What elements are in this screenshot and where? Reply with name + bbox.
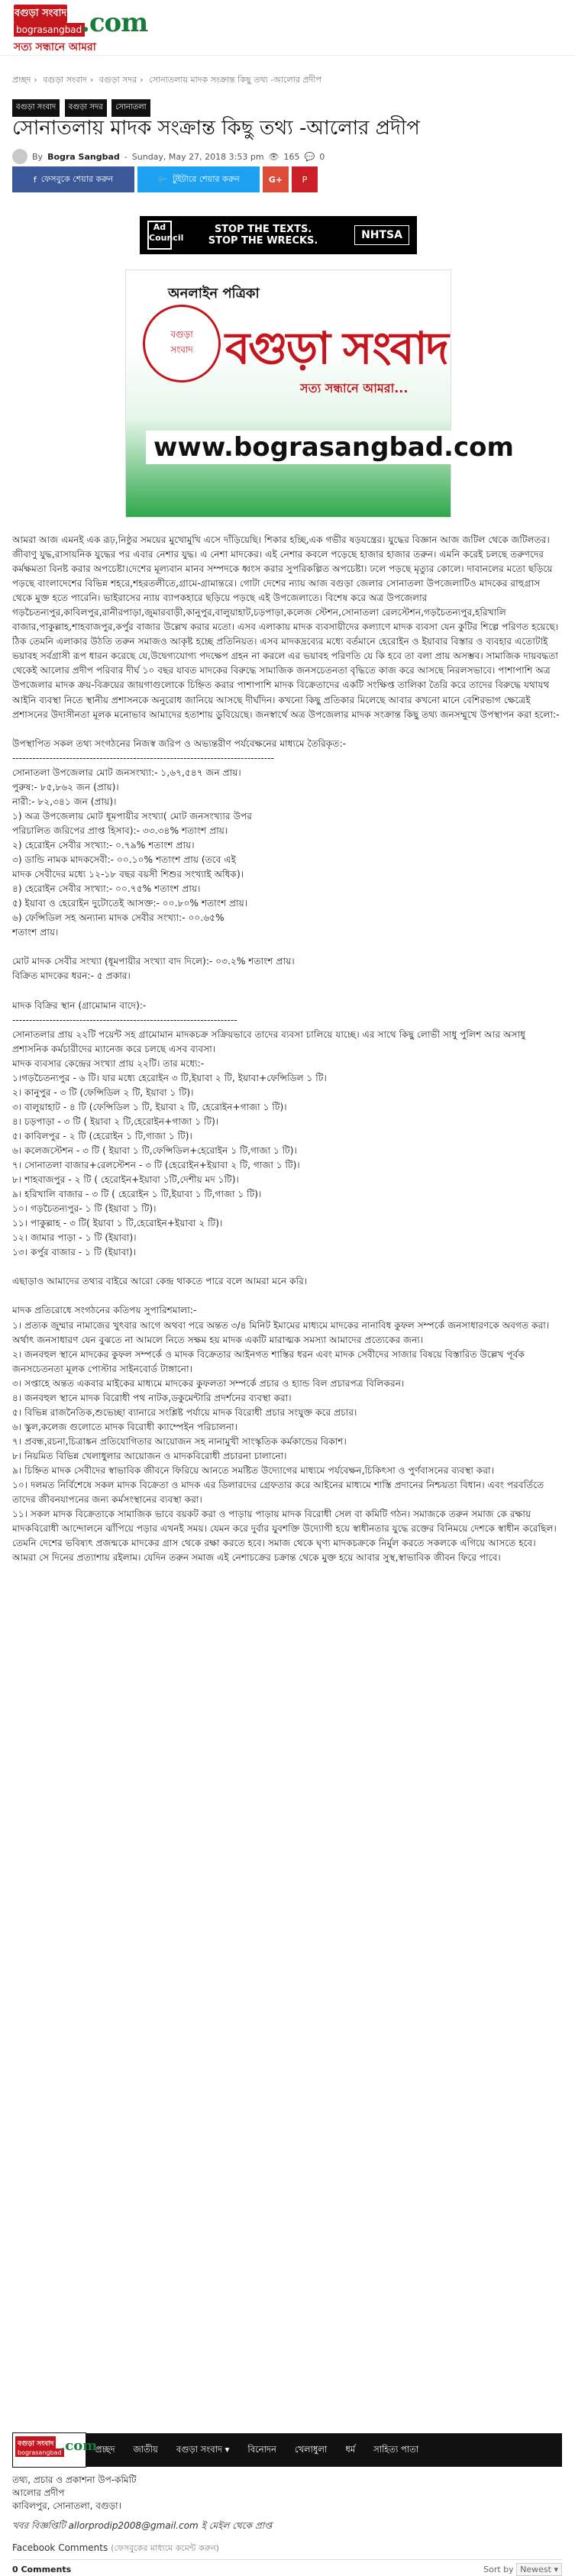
article-paragraph: পুরুষ:- ৮৫,৮৬২ জন (প্রায়)। bbox=[12, 781, 119, 792]
article-paragraph: আমরা আজ এমনই এক রূঢ়,নিষ্ঠুর সময়ের মুখোমুখি এসে দাঁড়িয়েছি। শিকার হচ্ছি,এক গভীর ষড়যন্ত্রের। যুদ্ধের বিজ্ঞান আজ জটিল থেকে জটিলতর। জীবাণু যুদ্ধ,রাসায়নিক যুদ্ধের পর এবার নেশার যুদ্ধ। এ নেশা মাদকের। এই নেশার কবলে পড়েছে হাজার হাজার তরুন। এমনি করেই চলছে তরুণদের কর্মক্ষমতা বিনষ্ট করার অপচেষ্টা।দেশের মূল্যবান মানব সম্পদকে ধ্বংস করার সুপরিকল্পিত অপচেষ্টা। ঢলে পড়ছে মৃত্যুর কোলে। দাবানলের মতো ছড়িয়ে পড়ছে বাংলাদেশের বিভিন্ন শহরে,শহরতলীতে,গ্রামে-গ্রামান্তরে। গোটা দেশের ন্যায় আজ বগুড়া জেলার সোনাতলা উপজেলাটিও মাদকের রাহুগ্রাস থেকে মুক্ত হতে পারেনি। ভাইরাসের ন্যায় ব্যাপকহারে ছড়িয়ে পড়ছে এই উপজেলাতে। বিশেষ করে অত্র উপজেলার bbox=[12, 534, 556, 604]
breadcrumb-separator: › bbox=[140, 75, 144, 85]
article-paragraph: ৫। কাবিলপুর - ২ টি (হেরোইন ১ টি,গাজা ১ টি)। bbox=[12, 1130, 192, 1141]
article-paragraph: ------------------------------------------------------------------------------ bbox=[12, 752, 275, 763]
logo-domain-text: bograsangbad bbox=[14, 23, 85, 37]
twitter-icon: 🐦 bbox=[157, 174, 168, 185]
article-paragraph: ------------------------------------------------------------------- bbox=[12, 1014, 237, 1025]
article-paragraph: মাদক প্রতিরোধে সংগঠনের কতিপয় সুপারিশমালা:- bbox=[12, 1305, 197, 1316]
article-paragraph: ৩) ডান্ডি নামক মাদকসেবী:- ০০.১০% শতাংশ প্রায় (তবে এই bbox=[12, 854, 236, 866]
article-paragraph: গড়চৈতন্যপুর,কাবিলপুর,রানীরপাড়া,জুমারবাড়ী,কানুপুর,বালুয়াহাট,চড়পাড়া,কলেজ স্টেশন,সোনাতলা রেলস্টেশন,গড়চৈতন্যপুর,হরিখালি বাজার,পাকুল্লাহ,শাহবাজপুর,কর্পুর বাজার উল্লেখ করার মতো। এসব এলাকায় মাদক ব্যবসায়ীদের কল্যাণে মাদক ব্যবসা যেন কুটির শিল্পে পরিণত হয়েছে। ঠিক তেমনি এলাকার উঠতি তরুন সমাজও আকৃষ্ট হচ্ছে প্রতিনিয়ত। এসব মাদকদ্রব্যের মধ্যে বর্তমানে হেরোইন ও ইয়াবার বিস্তার ও ব্যবহার এতোটাই ভয়াবহ সর্বগ্রাসী রূপ ধারন করেছে যে,উদ্বেগ্যযোগ্য পদক্ষেপ গ্রহন না করলে এর ভয়াবহ পরিণতি যে কি হবে তা বলা প্রায় অসম্ভব। সামাজিক দায়বদ্ধতা থেকেই আলোর প্রদীপ পরিবার দীর্ঘ ১০ বছর যাবত মাদকের বিরুদ্ধে সামাজিক জনসচেতনতা বৃদ্ধিতে কাজ করে আসছে নিরলসভাবে। পাশাপাশি অত্র উপজেলার মাদক ক্রয়-বিক্রয়ের জায়গাগুলোকে চিহ্নিত করার পাশাপাশি মাদক বিক্রেতাদের একটি সংক্ষিপ্ত তালিকা তৈরি করে তাদের বিরুদ্ধে যথাযথ আইনি ব্যবস্থা নিতে স্থানীয় প্রশাসনকে অনুরোধ জানিয়ে আসছে দীর্ঘদিন। কখনো কিছু প্রতিকার মিলেছে আবার কখনো মানে বেশিরভাগ ক্ষেত্রেই প্রশাসনের উদাসীনতা মূলক মনোভাব আমাদের হতাশায় ডুবিয়েছে। জনস্বার্থে অত্র উপজেলার মাদক সংক্রান্ত কিছু তথ্য জনসম্মুখে উপস্থাপন করা হলো:- bbox=[12, 607, 562, 720]
nav-item-sports[interactable]: খেলাধুলা bbox=[294, 2443, 328, 2455]
article-credit bbox=[12, 2474, 137, 2513]
facebook-comments-title: Facebook Comments bbox=[12, 2542, 108, 2553]
article-paragraph: ৪) হেরোইন সেবীর সংখ্যা:- ০০.৭৫% শতাংশ প্রায়। bbox=[12, 883, 201, 895]
nav-item-home[interactable]: প্রচ্ছদ bbox=[95, 2443, 115, 2455]
ad-line-1: STOP THE TEXTS. bbox=[214, 224, 312, 235]
article-paragraph bbox=[12, 983, 562, 998]
article-paragraph: বিক্রিত মাদকের ধরন:- ৫ প্রকার। bbox=[12, 970, 131, 982]
article-paragraph: সোনাতলার প্রায় ২২টি পয়েন্ট সহ গ্রামোমান মাদকচক্র সক্রিয়ভাবে তাদের ব্যবসা চালিয়ে যাচ্ছে। এর সাথে কিছু লোভী সাধু পুলিশ আর অসাধু প্রশাসনিক কর্মচারীদের ম্যানেজ করে চলছে এসব ব্যবসা। bbox=[12, 1028, 528, 1054]
site-header bbox=[0, 0, 575, 55]
article-paragraph: ৫) ইয়াবা ও হেরোইন দুটোতেই আসক্ত:- ০০.৮০% শতাংশ প্রায়। bbox=[12, 898, 248, 909]
article-paragraph bbox=[12, 940, 562, 954]
tag-bogra-sangbad[interactable]: বগুড়া সংবাদ bbox=[12, 99, 60, 117]
banner-big-name: বগুড়া সংবাদ bbox=[225, 322, 447, 374]
article-paragraph: পরিচালিত জরিপের প্রাপ্ত হিসাব):- ৩৩.৩৪% শতাংশ প্রায়। bbox=[12, 825, 228, 836]
article-paragraph: ১২। জামার পাড়া - ১ টি (ইয়াবা)। bbox=[12, 1232, 137, 1244]
source-email-line bbox=[12, 2520, 272, 2535]
credit-line: তথ্য, প্রচার ও প্রকাশনা উপ-কমিটি bbox=[12, 2474, 137, 2485]
separator: - bbox=[124, 151, 128, 162]
source-email[interactable]: allorprodip2008@gmail.com bbox=[68, 2520, 199, 2531]
article-paragraph: ৮। নিয়মিত বিভিন্ন খেলাধুলার আয়োজন ও মাদকবিরোধী প্রচারনা চালানো। bbox=[12, 1450, 287, 1461]
credit-line: আলোর প্রদীপ bbox=[12, 2487, 65, 2498]
tag-bogra-sadar[interactable]: বগুড়া সদর bbox=[65, 99, 107, 117]
bottom-logo-domain: bograsangbad bbox=[15, 2448, 64, 2457]
article-paragraph: ১০। দলমত নির্বিশেষে সকল মাদক বিক্রেতা ও মাদক এর ডিলারদের গ্রেফতার করে আইনের মাধ্যমে শাস্তি প্রদানের নিশ্চয়তা বিধান। এবং পরবর্তিতে তাদের জীবনযাপনের জন্য কর্মসংস্থানের ব্যবস্থা করা। bbox=[12, 1480, 548, 1506]
article-paragraph: নারী:- ৮২,৩৪১ জন (প্রায়)। bbox=[12, 796, 117, 807]
breadcrumb-home[interactable]: প্রচ্ছদ bbox=[12, 75, 31, 85]
breadcrumb-current: সোনাতলায় মাদক সংক্রান্ত কিছু তথ্য -আলোর প্রদীপ bbox=[149, 75, 322, 85]
article-paragraph: মাদক বিক্রির স্থান (গ্রামোমান বাদে):- bbox=[12, 999, 147, 1011]
pinterest-share-button[interactable]: P bbox=[292, 166, 318, 192]
header-divider bbox=[0, 55, 575, 56]
article-paragraph: ২। কানুপুর - ৩ টি (ফেন্সিডিল ২ টি, ইয়াবা ১ টি)। bbox=[12, 1086, 194, 1098]
tag-sonatala[interactable]: সোনাতলা bbox=[111, 99, 150, 117]
logo-box-text: বগুড়া সংবাদ bbox=[14, 5, 67, 23]
nav-item-national[interactable]: জাতীয় bbox=[133, 2443, 158, 2455]
article-paragraph: ১) অত্র উপজেলায় মোট ধূমপায়ীর সংখ্যা( মোট জনসংখ্যার উপর bbox=[12, 810, 252, 822]
article-paragraph: ৩। বালুয়াহাট - ৪ টি (ফেন্সিডিল ১ টি, ইয়াবা ২ টি, হেরোইন+গাজা ১ টি)। bbox=[12, 1101, 287, 1112]
view-count: 165 bbox=[283, 151, 300, 162]
banner-slogan: সত্য সন্ধানে আমরা... bbox=[300, 381, 409, 395]
article-paragraph: ১৩। কর্পুর বাজার - ১ টি (ইয়াবা)। bbox=[12, 1247, 137, 1258]
comments-toolbar bbox=[12, 2559, 562, 2574]
sort-select[interactable]: Newest ▾ bbox=[516, 2563, 562, 2576]
article-paragraph: ১১। পাকুল্লাহ - ৩ টি( ইয়াবা ১ টি,হেরোইন+ইয়াবা ২ টি)। bbox=[12, 1218, 223, 1229]
article-paragraph: মাদক ব্যবসার কেন্দ্রের সংখ্যা প্রায় ২২টি। তার মধ্যে:- bbox=[12, 1057, 205, 1069]
article-paragraph: ৬। স্কুল,কলেজ গুলোতে মাদক বিরোধী ক্যাম্পেইন পরিচালনা। bbox=[12, 1421, 238, 1432]
by-label: By bbox=[32, 151, 44, 162]
author-avatar bbox=[12, 149, 27, 164]
article-paragraph bbox=[12, 1260, 562, 1274]
facebook-comments-hint: (ফেসবুকের মাধ্যমে কমেন্ট করুন) bbox=[111, 2543, 219, 2553]
bottom-logo-box: বগুড়া সংবাদ bbox=[15, 2436, 56, 2451]
logo-slogan: সত্য সন্ধানে আমরা bbox=[14, 41, 96, 53]
publish-date: Sunday, May 27, 2018 3:53 pm bbox=[131, 151, 264, 162]
article-paragraph: ৯। চিহ্নিত মাদক সেবীদের স্বাভাবিক জীবনে ফিরিয়ে আনতে সমষ্টিত উদ্যোগের মাধ্যমে পর্যবেক্ষন,চিকিৎসা ও পুর্ণবাসনের ব্যবস্থা করা। bbox=[12, 1465, 494, 1476]
article-body bbox=[12, 533, 562, 1565]
article-paragraph: ৭। সোনাতলা বাজার+রেলস্টেশন - ৩ টি (হেরোইন+ইয়াবা ২ টি, গাজা ১ টি)। bbox=[12, 1160, 300, 1171]
article-paragraph: ২) হেরোইন সেবীর সংখ্যা:- ০.৭৯% শতাংশ প্রায়। bbox=[12, 839, 195, 851]
article-title: সোনাতলায় মাদক সংক্রান্ত কিছু তথ্য -আলোর প্রদীপ bbox=[12, 117, 420, 140]
share-bar bbox=[12, 166, 318, 192]
article-paragraph: ৮। শাহবাজপুর - ২ টি ( হেরোইন+ইয়াবা ১টি,দেশীয় মদ ১টি)। bbox=[12, 1174, 239, 1186]
comment-icon: 💬 bbox=[304, 151, 315, 162]
bottom-navigation bbox=[12, 2433, 562, 2467]
article-paragraph bbox=[12, 1289, 562, 1303]
ad-line-2: STOP THE WRECKS. bbox=[208, 235, 318, 247]
breadcrumb bbox=[12, 73, 321, 88]
logo-tld: .com bbox=[81, 8, 148, 38]
article-paragraph: উপস্থাপিত সকল তথ্য সংগঠনের নিজস্ব জরিপ ও অভ্যন্তরীণ পর্যবেক্ষনের মাধ্যমে তৈরিকৃত:- bbox=[12, 738, 346, 749]
article-paragraph: ৭। প্রবন্ধ,রচনা,চিত্রাঙ্কন প্রতিযোগিতার আয়োজন সহ নানামুখী সাংস্কৃতিক কর্মকান্ডের বিকাশ। bbox=[12, 1435, 347, 1447]
site-logo[interactable] bbox=[14, 5, 148, 40]
eye-icon: 👁 bbox=[268, 151, 279, 162]
twitter-share-label: টুইটারে শেয়ার করুন bbox=[172, 173, 240, 184]
banner-url: www.bograsangbad.com bbox=[146, 431, 522, 464]
promo-banner-image bbox=[125, 270, 514, 518]
facebook-share-button[interactable] bbox=[12, 166, 134, 192]
ad-council-logo: Ad Council bbox=[147, 221, 172, 250]
author-name[interactable]: Bogra Sangbad bbox=[47, 151, 120, 162]
sort-label: Sort by bbox=[483, 2565, 514, 2574]
facebook-comments-header bbox=[12, 2542, 219, 2556]
breadcrumb-separator: › bbox=[89, 75, 94, 85]
article-paragraph: ১।গড়চৈতন্যপুর - ৬ টি। যার মধ্যে হেরোইন ৩ টি,ইয়াবা ২ টি, ইয়াবা+ফেন্সিডিল ১ টি। bbox=[12, 1072, 327, 1083]
facebook-icon: f bbox=[33, 174, 37, 185]
breadcrumb-separator: › bbox=[34, 75, 37, 85]
article-paragraph: সোনাতলা উপজেলার মোট জনসংখ্যা:- ১,৬৭,৫৪৭ জন প্রায়। bbox=[12, 767, 241, 778]
sort-control bbox=[483, 2565, 562, 2574]
article-paragraph: ৩। সপ্তাহে অন্তত একবার মাইকের মাধ্যমে মাদকের কুফলতা সম্পর্কে প্রচার ও হ্যান্ড বিল প্রচারপত্র বিলিকরন। bbox=[12, 1377, 405, 1389]
nav-item-literature[interactable]: সাহিত্য পাতা bbox=[373, 2443, 419, 2455]
google-plus-share-button[interactable]: G+ bbox=[263, 166, 289, 192]
nav-item-religion[interactable]: ধর্ম bbox=[345, 2443, 356, 2455]
article-paragraph: ২। জনবহুল স্থানে মাদকের কুফল সম্পর্কে ও মাদক বিক্রেতার আইনগত শাস্তির ধরন এবং মাদক সেবীদের সাজার বিষয়ে বিস্তারিত উল্লেখ পূর্বক জনসচেতনতা মূলক পোস্টার সাইনবোর্ড টাঙ্গানো। bbox=[12, 1348, 528, 1374]
email-suffix: ই মেইল থেকে প্রাপ্ত bbox=[201, 2520, 273, 2531]
bottom-logo-tld: .com bbox=[60, 2438, 98, 2454]
credit-line: কাবিলপুর, সোনাতলা, বগুড়া। bbox=[12, 2500, 121, 2511]
article-paragraph: ৯। হরিখালি বাজার - ৩ টি ( হেরোইন ১ টি,ইয়াবা ১ টি,গাজা ১ টি)। bbox=[12, 1189, 262, 1200]
email-prefix: খবর বিজ্ঞপ্তিটি bbox=[12, 2520, 66, 2531]
nav-item-entertainment[interactable]: বিনোদন bbox=[247, 2443, 276, 2455]
article-paragraph: ৫। বিভিন্ন রাজনৈতিক,শুভেচ্ছা ব্যানারে সংশ্লিষ্ট পর্যায়ে মাদক বিরোধী প্রচার সংযুক্ত করে প্রচার। bbox=[12, 1406, 357, 1418]
ad-brand: NHTSA bbox=[354, 225, 409, 245]
article-paragraph: মোট মাদক সেবীর সংখ্যা (ধূমপায়ীর সংখ্যা বাদ দিলে):- ০৩.২% শতাংশ প্রায়। bbox=[12, 956, 295, 967]
article-meta bbox=[12, 149, 325, 164]
article-paragraph: মাদক সেবীদের মধ্যে ১২-১৮ বছর বয়সী শিশুর সংখ্যাই অধিক)। bbox=[12, 869, 244, 880]
sort-value: Newest bbox=[520, 2565, 551, 2574]
advertisement-banner[interactable] bbox=[140, 216, 417, 254]
banner-circle-line-1: বগুড়া bbox=[170, 329, 193, 340]
banner-online-label: অনলাইন পত্রিকা bbox=[168, 286, 260, 302]
comment-count: 0 bbox=[319, 151, 325, 162]
article-paragraph: ৪। চড়পাড়া - ৩ টি ( ইয়াবা ২ টি,হেরোইন+গাজা ১ টি)। bbox=[12, 1115, 219, 1127]
article-paragraph: ১০। গড়চৈতন্যপুর- ১ টি (ইয়াবা ১ টি)। bbox=[12, 1203, 157, 1215]
breadcrumb-bogra-sangbad[interactable]: বগুড়া সংবাদ bbox=[43, 75, 87, 85]
breadcrumb-bogra-sadar[interactable]: বগুড়া সদর bbox=[99, 75, 137, 85]
article-paragraph: ৬) ফেন্সিডিল সহ অন্যান্য মাদক সেবীর সংখ্যা:- ০০.৬৫% bbox=[12, 912, 225, 924]
article-paragraph: শতাংশ প্রায়। bbox=[12, 927, 59, 938]
nav-item-bogra-sangbad[interactable]: বগুড়া সংবাদ ▾ bbox=[176, 2443, 230, 2455]
article-paragraph bbox=[12, 722, 562, 737]
article-paragraph: ১। প্রত্যক জুম্মার নামাজের খুৎবার আগে অথবা পরে অন্তত ৩/৪ মিনিট ইমামের মাধ্যমে মাদকের নানাবিধ কুফল সম্পর্কে জনসাধারণকে অবগত করা। অর্থাৎ জনসাধারণ যেন বুঝতে না আমলে নিতে সক্ষম হয় মাদক একটি মারাত্মক সমস্যা আমাদের প্রত্যেকের জন্য। bbox=[12, 1319, 553, 1345]
article-paragraph: ১১। সকল মাদক বিক্রেতাকে সামাজিক ভাবে বয়কট করা ও পাড়ায় পাড়ায় মাদক বিরোধী সেল বা কমিটি গঠন। সমাজকে তরুন সমাজ কে রক্ষায় মাদকবিরোধী আন্দোলনে ঝাঁপিয়ে পড়ার এখনই সময়। যেমন করে দুর্বার যুবশক্তি উদ্যোগী হয়ে স্বাধীনতার যুদ্ধে রক্তের বিনিময়ে দেশকে স্বাধীন করেছিল। তেমনি দেশের ভবিষ্যৎ প্রজন্মকে মাদকের গ্রাস থেকে রক্ষা করতে হবে। সমাজ থেকে ঘৃণ্য মাদকচক্রকে নির্মুল করতে সকলকে এগিয়ে আসতে হবে। আমরা সে দিনের প্রত্যাশায় রইলাম। যেদিন তরুন সমাজ এই নেশাচক্রের চক্রান্ত থেকে মুক্ত হয়ে আবার সুস্থ,স্বাভাবিক জীবন ফিরে পাবে। bbox=[12, 1509, 560, 1564]
banner-circle-logo bbox=[143, 305, 221, 383]
article-paragraph: ৪। জনবহুল স্থানে মাদক বিরোধী পথ নাটক,ডকুমেন্টারি প্রদর্শনের ব্যবস্থা করা। bbox=[12, 1392, 292, 1403]
ad-headline bbox=[208, 224, 318, 247]
article-paragraph: ৬। কলেজস্টেশন - ৩ টি ( ইয়াবা ১ টি,ফেন্সিডিল+হেরোইন ১ টি,গাজা ১ টি)। bbox=[12, 1144, 297, 1156]
facebook-share-label: ফেসবুকে শেয়ার করুন bbox=[40, 173, 114, 184]
bottom-logo[interactable] bbox=[12, 2432, 98, 2468]
twitter-share-button[interactable] bbox=[137, 166, 260, 192]
article-paragraph: এছাড়াও আমাদের তথ্যর বাইরে আরো কেন্দ্র থাকতে পারে বলে আমরা মনে করি। bbox=[12, 1276, 308, 1287]
banner-circle-line-2: সংবাদ bbox=[170, 344, 193, 355]
comments-count: 0 Comments bbox=[12, 2565, 72, 2574]
